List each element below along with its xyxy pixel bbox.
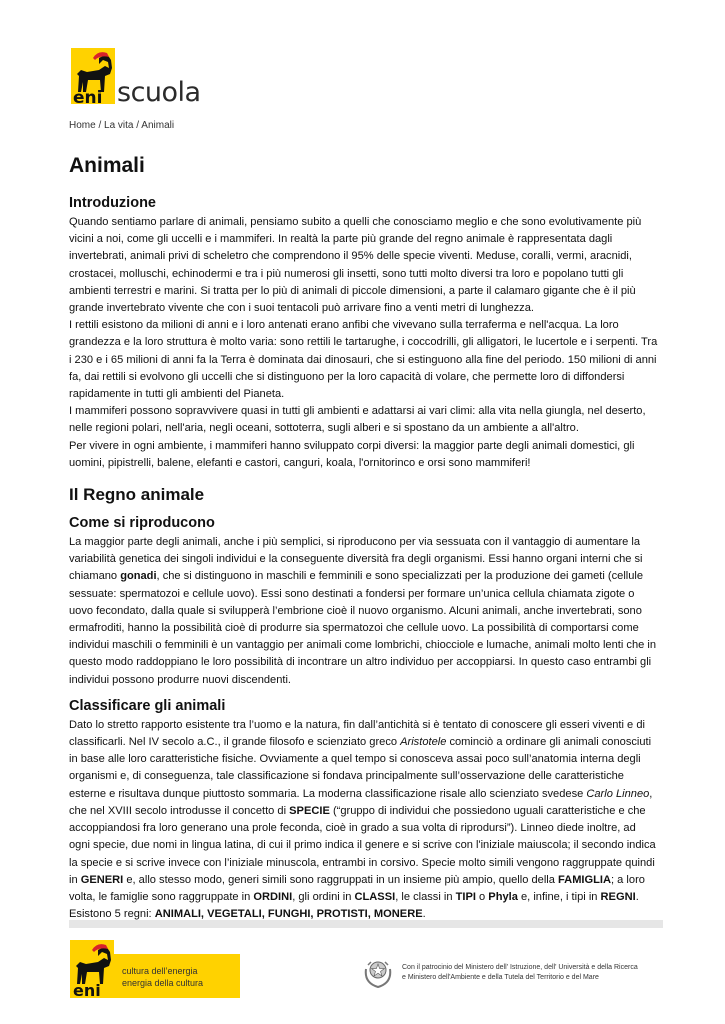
eni-wordmark: eni — [73, 88, 103, 108]
breadcrumb-home[interactable]: Home — [69, 120, 96, 131]
scuola-wordmark: scuola — [117, 77, 201, 108]
footer-divider — [69, 920, 663, 928]
breadcrumb-separator: / — [95, 120, 105, 131]
reproduction-heading: Come si riproducono — [69, 515, 215, 532]
intro-paragraph: Quando sentiamo parlare di animali, pensiamo subito a quelli che conosciamo meglio e che sono evolutivamente più vicini a noi, come gli uccelli e i mammiferi. In realtà la parte più grande del regno animale è rappresentata dagli invertebrati, animali privi di scheletro che comprendono il 95% delle specie viventi. Meduse, coralli, vermi, aracnidi, crostacei, molluschi, echinodermi e tra i più numerosi gli insetti, sono tutti molto diversi tra loro e popolano tutti gli ambienti terrestri e marini. Si tratta per lo più di animali di piccole dimensioni, a parte il calamaro gigante che è il più grande invertebrato vivente che con i suoi tentacoli può arrivare fino a venti metri di lunghezza. — [69, 216, 642, 315]
footer-tagline-line1: cultura dell’energia — [122, 966, 198, 976]
patronage-line2: e Ministero dell'Ambiente e della Tutela del Territorio e del Mare — [402, 973, 599, 981]
patronage-line1: Con il patrocinio del Ministero dell' Istruzione, dell' Università e della Ricerca — [402, 964, 638, 971]
breadcrumb-current: Animali — [141, 120, 175, 131]
breadcrumb-separator: / — [133, 120, 142, 131]
article-content — [69, 152, 659, 923]
footer-tagline-line2: energia della cultura — [122, 978, 204, 988]
footer-tagline — [112, 954, 240, 998]
intro-heading: Introduzione — [69, 195, 156, 211]
intro-paragraph: I mammiferi possono sopravvivere quasi in tutti gli ambienti e adattarsi ai vari climi: alla vita nella giungla, nel deserto, nelle regioni polari, nell'aria, negli oceani, sottoterra, sugli alberi e si spostano da un ambiente a all'altro. — [69, 405, 646, 435]
intro-paragraph: I rettili esistono da milioni di anni e i loro antenati erano anfibi che vivevano sulla terraferma e nell'acqua. La loro grandezza e la loro struttura è molto varia: sono rettili le tartarughe, i coccodrilli, gli alligatori, le lucertole e i serpenti. Tra i 230 e i 65 milioni di anni fa la Terra è dominata dai dinosauri, che si estinguono alla fine del periodo. 150 milioni di anni fa, dai rettili si evolvono gli uccelli che si distinguono per la loro capacità di volare, che permette loro di diffondersi rapidamente in tutti gli ambienti del Pianeta. — [69, 319, 658, 401]
reproduction-paragraph: La maggior parte degli animali, anche i più semplici, si riproducono per via sessuata con il vantaggio di aumentare la variabilità genetica dei singoli individui e la conseguente diversità fra degli organismi. Essi hanno organi interni che si chiamano gonadi, che si distinguono in maschili e femminili e sono specializzati per la produzione dei gameti (cellule sessuate: spermatozoi e cellule uovo). Essi sono destinati a fondersi per formare un’unica cellula chiamata zigote o uovo fecondato, dalla quale si svilupperà l’embrione cioè il nuovo organismo. Alcuni animali, anche invertebrati, sono ermafroditi, hanno la possibilità cioè di produrre sia spermatozoi che cellule uovo. La possibilità di comportarsi come individui maschili o femminili è un vantaggio per animali come lombrichi, chiocciole e lumache, animali molto lenti che in questo modo raddoppiano le loro possibilità di incontrare un altro individuo per accoppiarsi. In questo caso entrambi gli individui possono produrre nuovi discendenti. — [69, 536, 657, 686]
patronage-text — [402, 963, 672, 982]
breadcrumb-la-vita[interactable]: La vita — [104, 120, 134, 131]
eni-dog-logo-icon — [70, 940, 114, 998]
breadcrumb — [69, 120, 174, 131]
classification-heading: Classificare gli animali — [69, 697, 226, 714]
section-heading-regno-animale: Il Regno animale — [69, 485, 205, 505]
intro-paragraph: Per vivere in ogni ambiente, i mammiferi hanno sviluppato corpi diversi: la maggior parte degli animali domestici, gli uomini, pipistrelli, balene, elefanti e castori, canguri, koala, l'ornitorinco e orsi sono mammiferi! — [69, 439, 635, 469]
footer-eni-wordmark: eni — [73, 981, 101, 998]
page-title: Animali — [69, 154, 145, 177]
italian-republic-emblem-icon — [362, 955, 394, 989]
classification-paragraph: Dato lo stretto rapporto esistente tra l’uomo e la natura, fin dall’antichità si è tentato di conoscere gli esseri viventi e di classificarli. Nel IV secolo a.C., il grande filosofo e scienziato greco Aristotele cominciò a ordinare gli animali conosciuti in base alle loro caratteristiche fisiche. Ovviamente a quel tempo si conosceva assai poco sull’anatomia interna degli organismi e, di conseguenza, tale classificazione si fondava principalmente sull’osservazione delle caratteristiche esterne e risultava dunque piuttosto sommaria. La moderna classificazione risale allo scienziato svedese Carlo Linneo, che nel XVIII secolo introdusse il concetto di SPECIE (“gruppo di individui che possiedono uguali caratteristiche e che accoppiandosi fra loro generano una prole feconda, cioè in grado a sua volta di riprodursi”). Linneo diede inoltre, ad ogni specie, due nomi in lingua latina, di cui il primo indica il genere e si scrive con l'iniziale maiuscola; il secondo indica la specie e si scrive invece con l’iniziale minuscola, entrambi in corsivo. Specie molto simili vengono raggruppate quindi in GENERI e, allo stesso modo, generi simili sono raggruppati in un insieme più ampio, quello della FAMIGLIA; a loro volta, le famiglie sono raggruppate in ORDINI, gli ordini in CLASSI, le classi in TIPI o Phyla e, infine, i tipi in REGNI. Esistono 5 regni: ANIMALI, VEGETALI, FUNGHI, PROTISTI, MONERE. — [69, 718, 656, 921]
